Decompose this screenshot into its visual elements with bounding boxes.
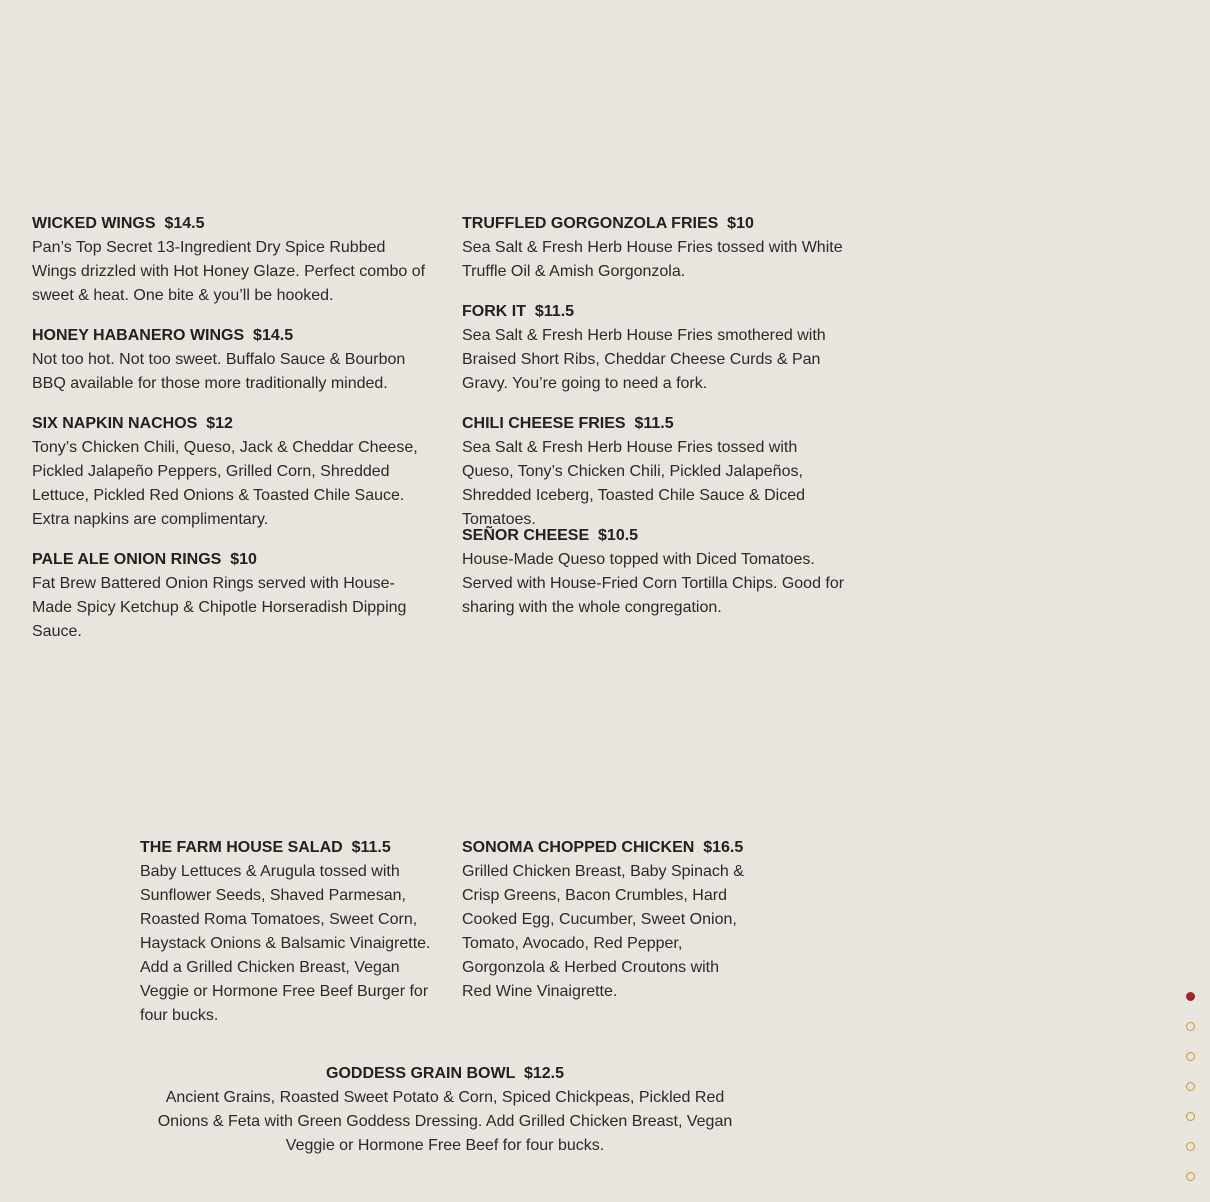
nav-dot-6[interactable] — [1186, 1142, 1195, 1151]
menu-item-title: SIX NAPKIN NACHOS $12 — [32, 415, 233, 432]
menu-item-title: HONEY HABANERO WINGS $14.5 — [32, 327, 294, 344]
menu-item-goddess-grain-bowl — [140, 1062, 750, 1158]
menu-item-six-napkin-nachos — [32, 412, 432, 532]
menu-item-title: SEÑOR CHEESE $10.5 — [462, 527, 639, 544]
menu-item-title: FORK IT $11.5 — [462, 303, 575, 320]
menu-item-description: Sea Salt & Fresh Herb House Fries smothered with Braised Short Ribs, Cheddar Cheese Curds & Pan Gravy. You’re going to need a fork. — [462, 327, 826, 392]
menu-item-title: PALE ALE ONION RINGS $10 — [32, 551, 257, 568]
nav-dot-7[interactable] — [1186, 1172, 1195, 1181]
menu-item-description: Not too hot. Not too sweet. Buffalo Sauce & Bourbon BBQ available for those more traditionally minded. — [32, 351, 406, 392]
menu-item-description: Tony’s Chicken Chili, Queso, Jack & Cheddar Cheese, Pickled Jalapeño Peppers, Grilled Corn, Shredded Lettuce, Pickled Red Onions & Toasted Chile Sauce. Extra napkins are complimentary. — [32, 439, 418, 528]
menu-item-description: Baby Lettuces & Arugula tossed with Sunflower Seeds, Shaved Parmesan, Roasted Roma Tomatoes, Sweet Corn, Haystack Onions & Balsamic Vinaigrette. Add a Grilled Chicken Breast, Vegan Veggie or Hormone Free Beef Burger for four bucks. — [140, 863, 431, 1024]
menu-item-description: Fat Brew Battered Onion Rings served with House-Made Spicy Ketchup & Chipotle Horseradish Dipping Sauce. — [32, 575, 407, 640]
menu-item-farm-house-salad — [140, 836, 432, 1028]
nav-dot-5[interactable] — [1186, 1112, 1195, 1121]
section-nav-dots — [1186, 992, 1196, 1202]
menu-item-description: Pan’s Top Secret 13-Ingredient Dry Spice Rubbed Wings drizzled with Hot Honey Glaze. Perfect combo of sweet & heat. One bite & you’ll be hooked. — [32, 239, 426, 304]
nav-dot-3[interactable] — [1186, 1052, 1195, 1061]
menu-item-wicked-wings — [32, 212, 432, 308]
nav-dot-1[interactable] — [1186, 992, 1195, 1001]
menu-item-title: THE FARM HOUSE SALAD $11.5 — [140, 839, 391, 856]
menu-item-title: WICKED WINGS $14.5 — [32, 215, 205, 232]
menu-item-fork-it — [462, 300, 852, 396]
menu-item-description: Grilled Chicken Breast, Baby Spinach & Crisp Greens, Bacon Crumbles, Hard Cooked Egg, Cucumber, Sweet Onion, Tomato, Avocado, Red Pepper, Gorgonzola & Herbed Croutons with Red Wine Vinaigrette. — [462, 863, 744, 1000]
menu-item-title: CHILI CHEESE FRIES $11.5 — [462, 415, 674, 432]
menu-item-truffled-gorgonzola-fries — [462, 212, 852, 284]
menu-item-description: Sea Salt & Fresh Herb House Fries tossed with Queso, Tony’s Chicken Chili, Pickled Jalapeños, Shredded Iceberg, Toasted Chile Sauce & Diced Tomatoes. — [462, 439, 806, 528]
menu-item-title: GODDESS GRAIN BOWL $12.5 — [326, 1065, 564, 1082]
menu-item-description: Sea Salt & Fresh Herb House Fries tossed with White Truffle Oil & Amish Gorgonzola. — [462, 239, 843, 280]
menu-item-sonoma-chopped-chicken — [462, 836, 747, 1004]
menu-item-title: TRUFFLED GORGONZOLA FRIES $10 — [462, 215, 754, 232]
menu-item-description: House-Made Queso topped with Diced Tomatoes. Served with House-Fried Corn Tortilla Chips. Good for sharing with the whole congregation. — [462, 551, 845, 616]
menu-item-honey-habanero-wings — [32, 324, 432, 396]
menu-item-title: SONOMA CHOPPED CHICKEN $16.5 — [462, 839, 744, 856]
menu-item-chili-cheese-fries — [462, 412, 852, 532]
nav-dot-4[interactable] — [1186, 1082, 1195, 1091]
menu-item-description: Ancient Grains, Roasted Sweet Potato & Corn, Spiced Chickpeas, Pickled Red Onions & Feta with Green Goddess Dressing. Add Grilled Chicken Breast, Vegan Veggie or Hormone Free Beef for four bucks. — [157, 1089, 733, 1154]
menu-item-senor-cheese — [462, 524, 852, 620]
nav-dot-2[interactable] — [1186, 1022, 1195, 1031]
menu-item-pale-ale-onion-rings — [32, 548, 432, 644]
